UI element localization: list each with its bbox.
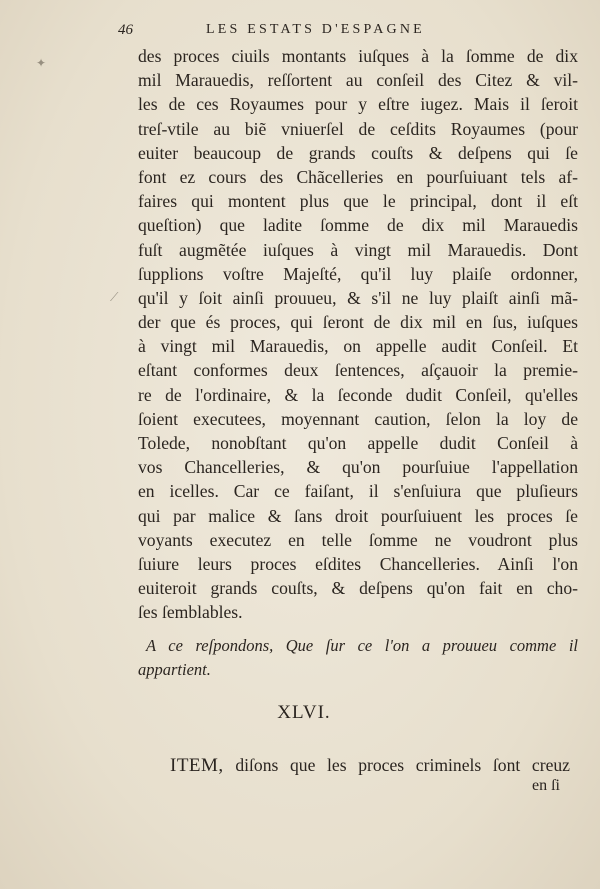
text-line: eſtant conformes deux ſentences, aſçauoir la premie-: [138, 360, 578, 381]
bleed-through-mark-2: ⟋: [110, 290, 119, 304]
bleed-through-mark-1: ✦: [36, 56, 47, 70]
text-line: qu'il y ſoit ainſi prouueu, & s'il ne luy plaiſt ainſi mã-: [138, 287, 578, 308]
page-header: [118, 22, 578, 44]
catchword: en ſi: [532, 777, 560, 794]
text-line: ſuiure leurs proces eſdites Chancelleries. Ainſi l'on: [138, 553, 578, 574]
item-dropcap: ITEM,: [170, 755, 224, 776]
text-line: vos Chancelleries, & qu'on pourſuiue l'appellation: [138, 457, 578, 478]
royal-response: [138, 634, 578, 682]
section-first-line: [170, 753, 570, 778]
page-number: 46: [118, 22, 133, 38]
text-line: ſupplions voſtre Majeſté, qu'il luy plaiſe ordonner,: [138, 263, 578, 284]
text-line: euiter beaucoup de grands couſts & deſpens qui ſe: [138, 142, 578, 163]
text-line: treſ-vtile au biẽ vniuerſel de ceſdits Royaumes (pour: [138, 118, 578, 139]
response-line: appartient.: [138, 660, 211, 679]
text-line: ſoient executees, moyennant caution, ſelon la loy de: [138, 408, 578, 429]
text-line: qui par malice & ſans droit pourſuiuent les proces ſe: [138, 505, 578, 526]
text-line: à vingt mil Marauedis, on appelle audit Conſeil. Et: [138, 336, 578, 357]
text-line: les de ces Royaumes pour y eſtre iugez. Mais il ſeroit: [138, 94, 578, 115]
text-line: en icelles. Car ce faiſant, il s'enſuiura que pluſieurs: [138, 481, 578, 502]
item-text: diſons que les proces criminels ſont creuz: [235, 755, 570, 775]
text-line: ſes ſemblables.: [138, 602, 243, 623]
text-line: euiteroit grands couſts, & deſpens qu'on fait en cho-: [138, 578, 578, 599]
text-line: faires qui montent plus que le principal, dont il eſt: [138, 191, 578, 212]
running-head: LES ESTATS D'ESPAGNE: [206, 22, 425, 37]
text-line: des proces ciuils montants iuſques à la ſomme de dix: [138, 46, 578, 66]
text-line: re de l'ordinaire, & la ſeconde dudit Conſeil, qu'elles: [138, 384, 578, 405]
text-line: voyants executez en telle ſomme ne voudront plus: [138, 529, 578, 550]
response-line: A ce reſpondons, Que ſur ce l'on a prouueu comme il: [146, 636, 578, 655]
text-line: der que és proces, qui ſeront de dix mil en ſus, iuſques: [138, 312, 578, 333]
text-line: font ez cours des Chãcelleries en pourſuiuant tels af-: [138, 166, 578, 187]
text-line: mil Marauedis, reſſortent au conſeil des Citez & vil-: [138, 70, 578, 91]
section-heading: XLVI.: [277, 702, 331, 723]
text-line: queſtion) que ladite ſomme de dix mil Marauedis: [138, 215, 578, 236]
body-paragraph: [138, 44, 578, 625]
text-line: Tolede, nonobſtant qu'on appelle dudit Conſeil à: [138, 433, 578, 453]
text-line: fuſt augmẽtée iuſques à vingt mil Marauedis. Dont: [138, 239, 578, 260]
